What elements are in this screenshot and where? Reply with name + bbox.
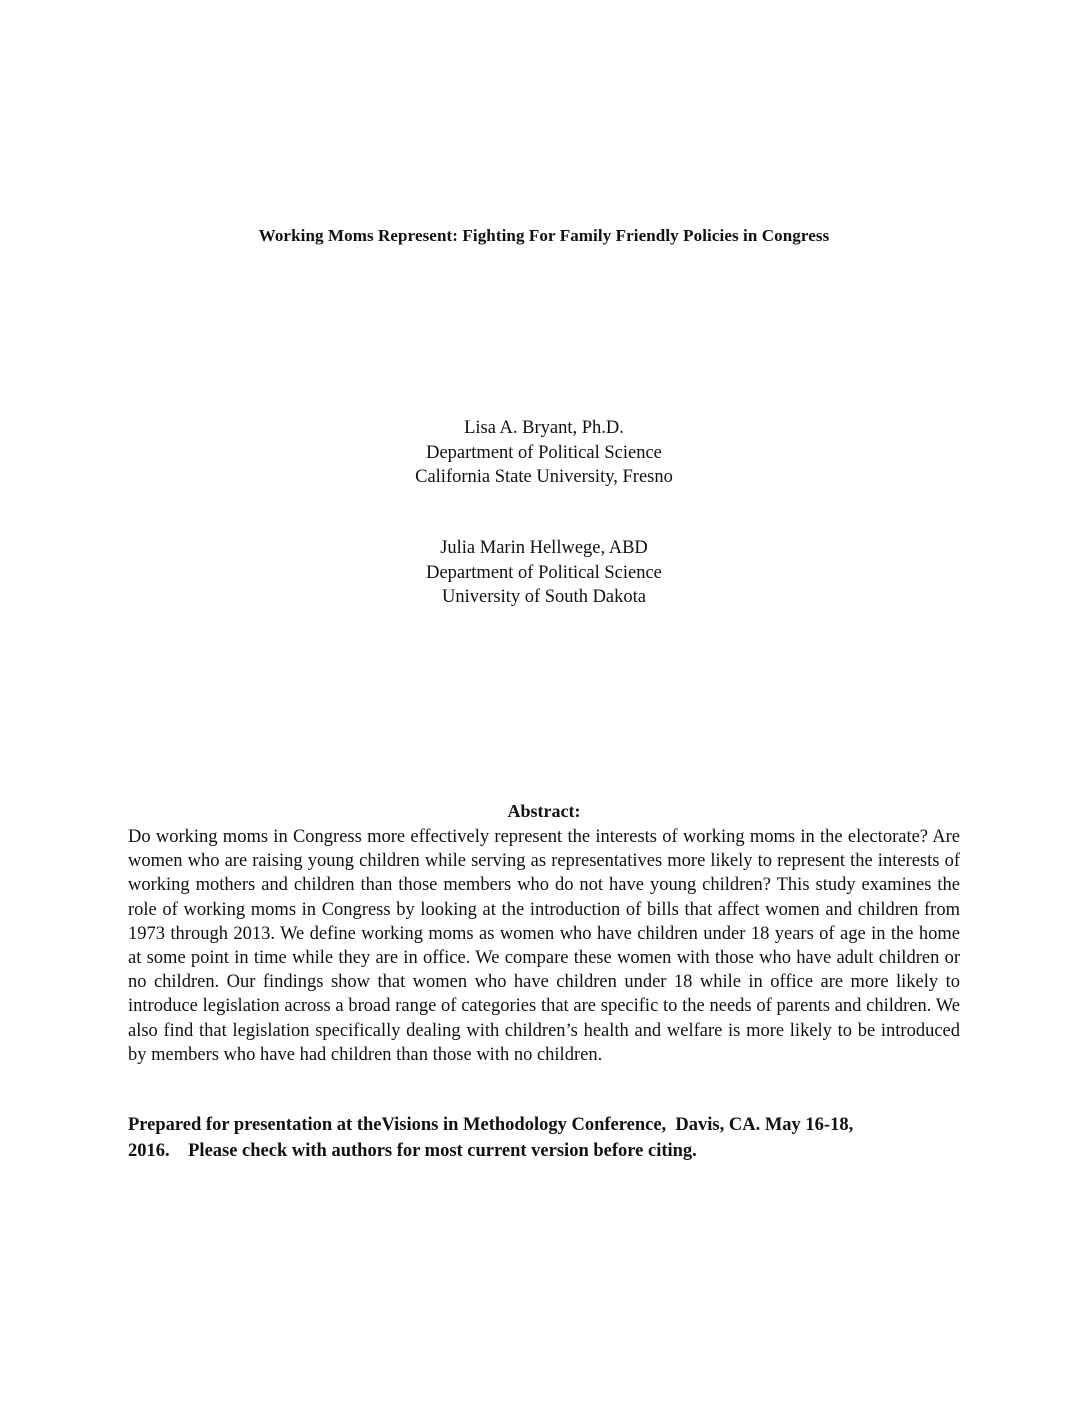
presentation-note	[128, 1112, 960, 1164]
presentation-note-line: Prepared for presentation at theVisions in Methodology Conference, Davis, CA. May 16-18,	[128, 1115, 854, 1135]
paper-title: Working Moms Represent: Fighting For Family Friendly Policies in Congress	[258, 226, 830, 245]
author-department: Department of Political Science	[426, 442, 662, 463]
author-block	[0, 536, 1088, 610]
abstract-body: Do working moms in Congress more effectively represent the interests of working moms in the electorate? Are women who are raising young children while serving as representatives more likely to represent the interests of working mothers and children than those members who do not have young children? This study examines the role of working moms in Congress by looking at the introduction of bills that affect women and children from 1973 through 2013. We define working moms as women who have children under 18 years of age in the home at some point in time while they are in office. We compare these women with those who have adult children or no children. Our findings show that women who have children under 18 while in office are more likely to introduce legislation across a broad range of categories that are specific to the needs of parents and children. We also find that legislation specifically dealing with children’s health and welfare is more likely to be introduced by members who have had children than those with no children.	[128, 827, 960, 1065]
author-name: Julia Marin Hellwege, ABD	[440, 538, 648, 558]
abstract-heading: Abstract:	[507, 801, 581, 821]
author-name: Lisa A. Bryant, Ph.D.	[464, 418, 624, 438]
author-institution: University of South Dakota	[442, 587, 646, 607]
author-institution: California State University, Fresno	[415, 467, 673, 487]
author-department: Department of Political Science	[426, 562, 662, 583]
author-block	[0, 416, 1088, 490]
presentation-note-line: 2016. Please check with authors for most current version before citing.	[128, 1141, 697, 1161]
